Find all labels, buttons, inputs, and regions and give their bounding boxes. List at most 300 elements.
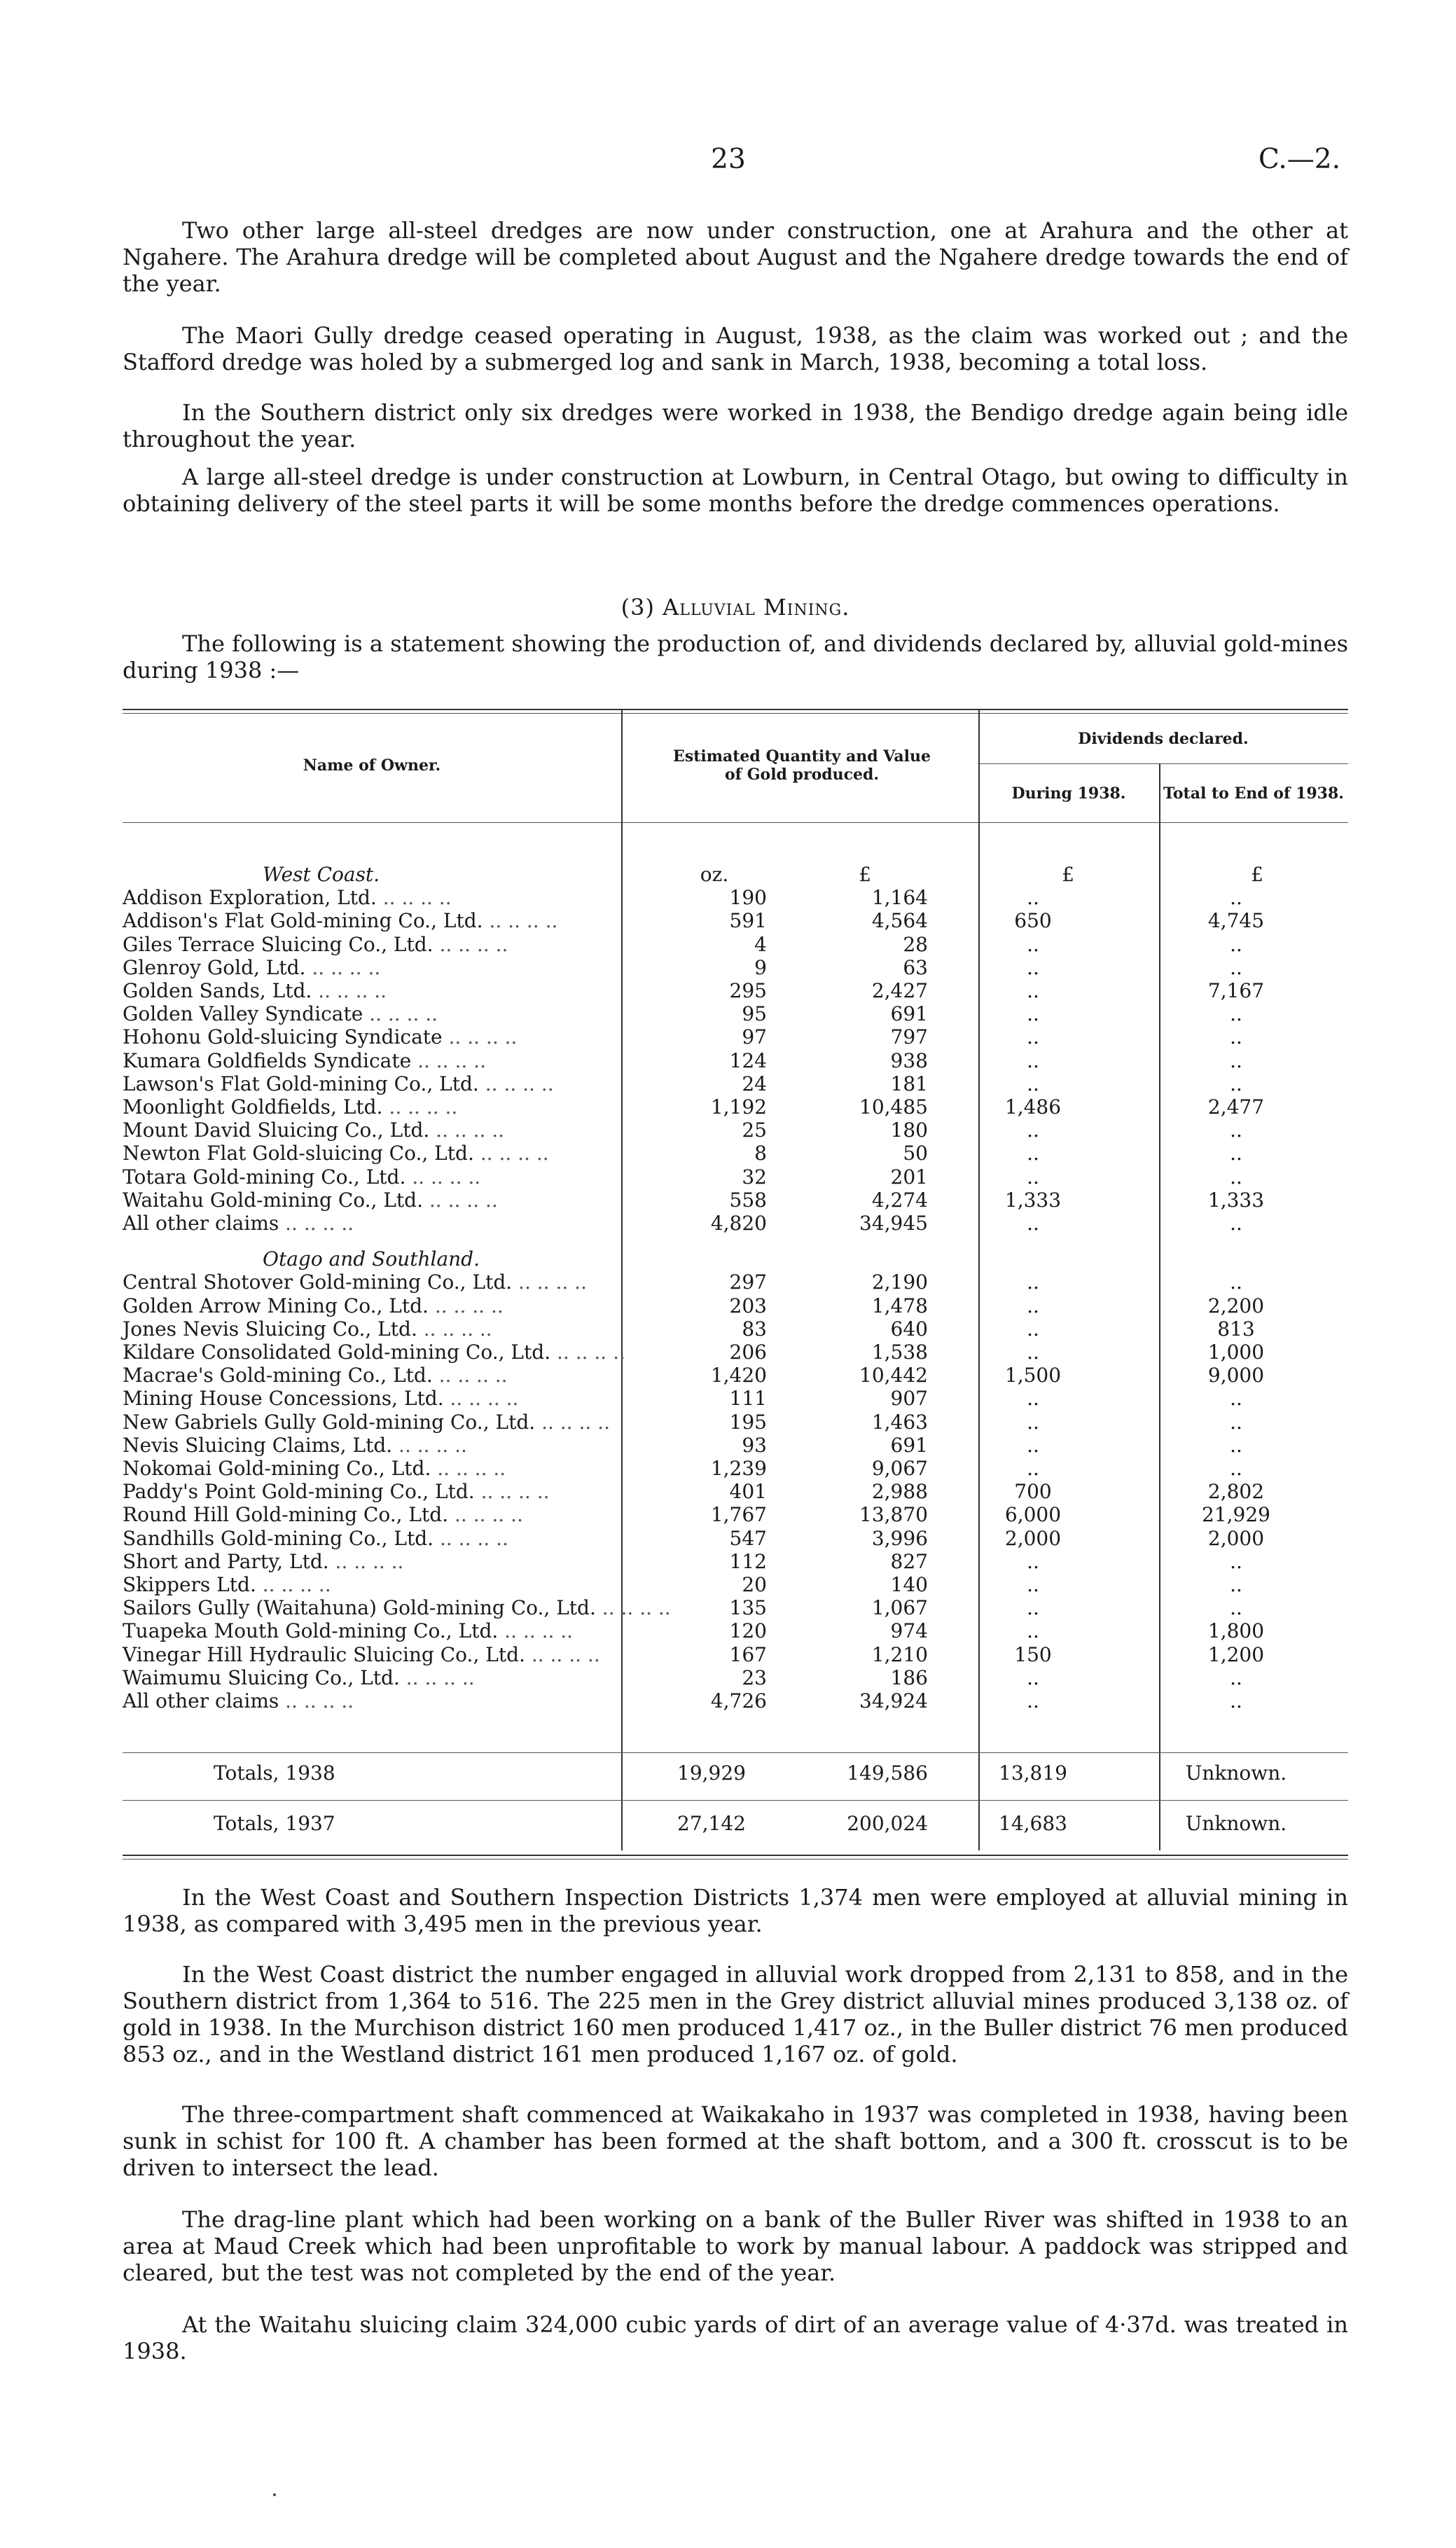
paragraph: In the West Coast district the number engaged in alluvial work dropped from 2,131 to 858, and in the Southern district from 1,364 to 516. The 225 men in the Grey district alluvial mines produced 3,138 oz. of gold in 1938. In the Murchison district 160 men produced 1,417 oz., in the Buller district 76 men produced 853 oz., and in the Westland district 161 men produced 1,167 oz. of gold.	[123, 1961, 1348, 2068]
table-row	[123, 1294, 1348, 1317]
dividend-1938: ..	[1027, 1142, 1039, 1165]
dividend-1938: ..	[1027, 1002, 1039, 1026]
table-row	[123, 1049, 1348, 1072]
leader-dots: .. .. .. ..	[256, 1573, 331, 1596]
dividend-1938: ..	[1027, 886, 1039, 910]
owner-name-text: Sandhills Gold-mining Co., Ltd.	[123, 1526, 434, 1550]
dividend-total: ..	[1230, 1002, 1242, 1026]
leader-dots: .. .. .. ..	[483, 909, 558, 933]
dividend-1938: ..	[1027, 1048, 1039, 1072]
owner-name	[123, 1165, 613, 1189]
totals-dividend-total: Unknown.	[1185, 1812, 1287, 1835]
quantity-oz: 547	[729, 1526, 767, 1550]
table-rule	[978, 763, 1348, 764]
leader-dots: .. .. .. ..	[550, 1341, 625, 1364]
owner-name-text: Short and Party, Ltd.	[123, 1549, 329, 1573]
owner-name-text: New Gabriels Gully Gold-mining Co., Ltd.	[123, 1410, 536, 1434]
table-row	[123, 886, 1348, 909]
dividend-1938: ..	[1027, 955, 1039, 979]
value-gbp: 34,945	[859, 1212, 928, 1235]
value-gbp: 640	[890, 1317, 928, 1341]
leader-dots: .. .. .. ..	[535, 1410, 610, 1434]
totals-oz: 19,929	[677, 1761, 746, 1785]
dividend-total: ..	[1230, 1270, 1242, 1294]
page-number: 23	[711, 144, 746, 175]
dividend-1938: ..	[1027, 1689, 1039, 1712]
quantity-oz: 93	[742, 1433, 767, 1457]
dividend-total: ..	[1230, 886, 1242, 910]
dividend-1938: ..	[1027, 1025, 1039, 1049]
leader-dots: .. .. .. ..	[474, 1480, 550, 1504]
dividend-1938: 700	[1014, 1480, 1052, 1504]
quantity-oz: 20	[742, 1573, 767, 1596]
table-row	[123, 1596, 1348, 1619]
table-row	[123, 1212, 1348, 1235]
table-row	[123, 1689, 1348, 1712]
leader-dots: .. .. .. ..	[428, 1294, 504, 1317]
header-during-1938: During 1938.	[1011, 784, 1126, 803]
value-gbp: 2,427	[871, 979, 928, 1002]
leader-dots: .. .. .. ..	[279, 1689, 354, 1712]
quantity-oz: 591	[729, 909, 767, 933]
leader-dots: .. .. .. ..	[417, 1317, 492, 1341]
quantity-oz: 297	[729, 1270, 767, 1294]
dividend-total: ..	[1230, 1048, 1242, 1072]
leader-dots: .. .. .. ..	[363, 1002, 438, 1026]
quantity-oz: 120	[729, 1619, 767, 1643]
owner-name-text: Paddy's Point Gold-mining Co., Ltd.	[123, 1480, 475, 1504]
dividend-total: ..	[1230, 1596, 1242, 1620]
section-number: (3)	[620, 594, 655, 621]
table-row	[123, 1457, 1348, 1480]
owner-name	[123, 1317, 613, 1341]
owner-name-text: Hohonu Gold-sluicing Syndicate	[123, 1025, 443, 1049]
leader-dots: .. .. .. ..	[431, 1457, 506, 1480]
quantity-oz: 190	[729, 886, 767, 910]
owner-name	[123, 1142, 613, 1165]
header-total-to-end: Total to End of 1938.	[1163, 784, 1344, 803]
dividend-1938: 1,333	[1004, 1188, 1062, 1212]
table-row	[123, 1527, 1348, 1550]
value-gbp: 827	[890, 1549, 928, 1573]
leader-dots: .. .. .. ..	[498, 1619, 574, 1643]
dividend-total: 9,000	[1207, 1364, 1265, 1387]
value-gbp: 10,485	[859, 1095, 928, 1119]
value-gbp: 10,442	[859, 1364, 928, 1387]
dividend-1938: ..	[1027, 1666, 1039, 1689]
quantity-oz: 95	[742, 1002, 767, 1026]
table-row	[123, 1270, 1348, 1294]
owner-name-text: Mount David Sluicing Co., Ltd.	[123, 1119, 430, 1142]
leader-dots: .. .. .. ..	[422, 1188, 498, 1212]
dividend-total: ..	[1230, 1387, 1242, 1411]
totals-label: Totals, 1937	[214, 1812, 335, 1835]
leader-dots: .. .. .. ..	[525, 1642, 600, 1666]
value-gbp: 1,478	[871, 1294, 928, 1317]
dividend-1938: ..	[1027, 1270, 1039, 1294]
paragraph: The three-compartment shaft commenced at Waikakaho in 1937 was completed in 1938, having been sunk in schist for 100 ft. A chamber has been formed at the shaft bottom, and a 300 ft. crosscut is to be driven to intersect the lead.	[123, 2101, 1348, 2181]
owner-name-text: Mining House Concessions, Ltd.	[123, 1387, 444, 1411]
dividend-1938: ..	[1027, 1317, 1039, 1341]
dividend-1938: ..	[1027, 1341, 1039, 1364]
table-row	[123, 1341, 1348, 1364]
dividend-1938: ..	[1027, 1165, 1039, 1189]
paragraph: At the Waitahu sluicing claim 324,000 cubic yards of dirt of an average value of 4·37d. was treated in 1938.	[123, 2311, 1348, 2364]
table-row	[123, 1573, 1348, 1596]
dividend-total: ..	[1230, 1119, 1242, 1142]
table-row	[123, 1364, 1348, 1387]
table-rule	[123, 822, 1348, 823]
owner-name	[123, 1434, 613, 1457]
dividend-total: 2,477	[1207, 1095, 1265, 1119]
dividend-1938: ..	[1027, 1619, 1039, 1643]
owner-name	[123, 1527, 613, 1550]
leader-dots: .. .. .. ..	[473, 1142, 549, 1165]
value-gbp: 1,538	[871, 1341, 928, 1364]
value-gbp: 63	[903, 955, 928, 979]
value-gbp: 4,274	[871, 1188, 928, 1212]
value-gbp: 691	[890, 1002, 928, 1026]
value-gbp: 140	[890, 1573, 928, 1596]
owner-name-text: Waimumu Sluicing Co., Ltd.	[123, 1666, 400, 1689]
value-gbp: 34,924	[859, 1689, 928, 1712]
table-rule	[123, 1752, 1348, 1753]
quantity-oz: 4,820	[710, 1212, 767, 1235]
unit-label: £	[859, 863, 871, 886]
leader-dots: .. .. .. ..	[434, 1526, 508, 1550]
table-row	[123, 933, 1348, 956]
owner-name	[123, 1411, 613, 1434]
owner-name-text: Glenroy Gold, Ltd.	[123, 955, 306, 979]
dividend-total: ..	[1230, 1142, 1242, 1165]
owner-name-text: Totara Gold-mining Co., Ltd.	[123, 1165, 406, 1189]
leader-dots: .. .. .. ..	[392, 1433, 467, 1457]
dividend-total: ..	[1230, 955, 1242, 979]
totals-dividend-1938: 14,683	[999, 1812, 1067, 1835]
quantity-oz: 9	[754, 955, 767, 979]
owner-name	[123, 886, 613, 909]
value-gbp: 1,164	[871, 886, 928, 910]
owner-name	[123, 1119, 613, 1142]
owner-name-text: Addison's Flat Gold-mining Co., Ltd.	[123, 909, 483, 933]
quantity-oz: 111	[729, 1387, 767, 1411]
owner-name-text: Lawson's Flat Gold-mining Co., Ltd.	[123, 1072, 479, 1095]
header-name-of-owner: Name of Owner.	[303, 756, 441, 775]
totals-dividend-1938: 13,819	[999, 1761, 1067, 1785]
quantity-oz: 4	[754, 932, 767, 956]
paragraph: In the West Coast and Southern Inspection Districts 1,374 men were employed at alluvial mining in 1938, as compared with 3,495 men in the previous year.	[123, 1884, 1348, 1937]
table-rule	[123, 1855, 1348, 1856]
group-heading: Otago and Southland.	[263, 1247, 480, 1271]
leader-dots: .. .. .. ..	[432, 1364, 508, 1387]
owner-name	[123, 956, 613, 979]
owner-name	[123, 1049, 613, 1072]
value-gbp: 974	[890, 1619, 928, 1643]
section-title: Alluvial Mining.	[663, 594, 850, 621]
value-gbp: 50	[903, 1142, 928, 1165]
owner-name	[123, 909, 613, 932]
table-row	[123, 979, 1348, 1002]
header-quantity-value: Estimated Quantity and Value of Gold produced.	[673, 747, 931, 784]
value-gbp: 9,067	[871, 1457, 928, 1480]
table-row	[123, 1095, 1348, 1119]
totals-row	[123, 1810, 1348, 1838]
dividend-total: ..	[1230, 1212, 1242, 1235]
totals-value: 149,586	[847, 1761, 928, 1785]
owner-name-text: Moonlight Goldfields, Ltd.	[123, 1095, 383, 1119]
dividend-1938: ..	[1027, 1387, 1039, 1411]
leader-dots: .. .. .. ..	[305, 955, 381, 979]
quantity-oz: 206	[729, 1341, 767, 1364]
dividend-1938: ..	[1027, 1549, 1039, 1573]
value-gbp: 907	[890, 1387, 928, 1411]
section-intro: The following is a statement showing the production of, and dividends declared by, alluvial gold-mines during 1938 :—	[123, 630, 1348, 684]
dividend-total: 2,802	[1207, 1480, 1265, 1504]
table-row	[123, 1025, 1348, 1048]
totals-label: Totals, 1938	[214, 1761, 335, 1785]
owner-name	[123, 1341, 625, 1364]
quantity-oz: 135	[729, 1596, 767, 1620]
table-rule	[123, 1859, 1348, 1860]
dividend-1938: ..	[1027, 1457, 1039, 1480]
owner-name	[123, 1212, 613, 1235]
dividend-total: ..	[1230, 1165, 1242, 1189]
leader-dots: .. .. .. ..	[405, 1165, 481, 1189]
dividend-total: 4,745	[1207, 909, 1265, 933]
value-gbp: 180	[890, 1119, 928, 1142]
dividend-total: ..	[1230, 1410, 1242, 1434]
quantity-oz: 112	[729, 1549, 767, 1573]
leader-dots: .. .. .. ..	[443, 1387, 519, 1411]
owner-name	[123, 1387, 613, 1410]
dividend-total: ..	[1230, 1549, 1242, 1573]
value-gbp: 4,564	[871, 909, 928, 933]
dividend-total: ..	[1230, 1433, 1242, 1457]
dividend-total: 2,200	[1207, 1294, 1265, 1317]
table-rule	[123, 713, 1348, 714]
unit-label: £	[1062, 863, 1074, 886]
owner-name-text: Macrae's Gold-mining Co., Ltd.	[123, 1364, 433, 1387]
dividend-total: ..	[1230, 1457, 1242, 1480]
dividend-total: ..	[1230, 1072, 1242, 1095]
dividend-total: 1,000	[1207, 1341, 1265, 1364]
quantity-oz: 32	[742, 1165, 767, 1189]
table-row	[123, 1619, 1348, 1642]
dividend-1938: ..	[1027, 1596, 1039, 1620]
owner-name-text: Golden Sands, Ltd.	[123, 979, 312, 1002]
table-row	[123, 1411, 1348, 1434]
leader-dots: .. .. .. ..	[328, 1549, 404, 1573]
quantity-oz: 25	[742, 1119, 767, 1142]
dividend-1938: ..	[1027, 1212, 1039, 1235]
owner-name	[123, 1189, 613, 1212]
header-dividends: Dividends declared.	[1078, 730, 1249, 748]
owner-name-text: All other claims	[123, 1689, 279, 1712]
owner-name	[123, 1596, 671, 1620]
quantity-oz: 203	[729, 1294, 767, 1317]
table-row	[123, 1480, 1348, 1503]
dividend-total: 1,200	[1207, 1642, 1265, 1666]
owner-name	[123, 1294, 613, 1317]
stray-mark	[273, 2493, 276, 2496]
dividend-total: 21,929	[1202, 1503, 1270, 1527]
leader-dots: .. .. .. ..	[595, 1596, 671, 1620]
table-row	[123, 1550, 1348, 1573]
owner-name	[123, 1573, 613, 1596]
value-gbp: 13,870	[859, 1503, 928, 1527]
owner-name	[123, 1457, 613, 1480]
owner-name	[123, 1364, 613, 1387]
paragraph: The drag-line plant which had been working on a bank of the Buller River was shifted in 1938 to an area at Maud Creek which had been unprofitable to work by manual labour. A paddock was stripped and cleared, but the test was not completed by the end of the year.	[123, 2206, 1348, 2286]
owner-name	[123, 1072, 613, 1095]
owner-name-text: Addison Exploration, Ltd.	[123, 886, 377, 910]
quantity-oz: 167	[729, 1642, 767, 1666]
owner-name-text: Round Hill Gold-mining Co., Ltd.	[123, 1503, 449, 1527]
leader-dots: .. .. .. ..	[382, 1095, 458, 1119]
alluvial-mining-table	[123, 709, 1348, 1864]
quantity-oz: 1,767	[710, 1503, 767, 1527]
totals-oz: 27,142	[677, 1812, 746, 1835]
dividend-1938: 650	[1014, 909, 1052, 933]
dividend-1938: 1,500	[1004, 1364, 1062, 1387]
unit-label: oz.	[700, 863, 729, 886]
dividend-1938: ..	[1027, 1119, 1039, 1142]
quantity-oz: 4,726	[710, 1689, 767, 1712]
dividend-1938: ..	[1027, 979, 1039, 1002]
leader-dots: .. .. .. ..	[442, 1025, 518, 1049]
quantity-oz: 23	[742, 1666, 767, 1689]
value-gbp: 181	[890, 1072, 928, 1095]
value-gbp: 797	[890, 1025, 928, 1049]
totals-row	[123, 1759, 1348, 1787]
paragraph: A large all-steel dredge is under construction at Lowburn, in Central Otago, but owing to difficulty in obtaining delivery of the steel parts it will be some months before the dredge commences operations.	[123, 464, 1348, 517]
table-row	[123, 1165, 1348, 1189]
quantity-oz: 24	[742, 1072, 767, 1095]
leader-dots: .. .. .. ..	[411, 1048, 486, 1072]
leader-dots: .. .. .. ..	[448, 1503, 523, 1527]
owner-name	[123, 1666, 613, 1689]
owner-name-text: Golden Arrow Mining Co., Ltd.	[123, 1294, 429, 1317]
quantity-oz: 8	[754, 1142, 767, 1165]
paragraph: The Maori Gully dredge ceased operating in August, 1938, as the claim was worked out ; and the Stafford dredge was holed by a submerged log and sank in March, 1938, becoming a total loss.	[123, 322, 1348, 375]
owner-name	[123, 979, 613, 1002]
quantity-oz: 124	[729, 1048, 767, 1072]
owner-name	[123, 1095, 613, 1119]
dividend-total: ..	[1230, 1666, 1242, 1689]
unit-label: £	[1251, 863, 1263, 886]
quantity-oz: 97	[742, 1025, 767, 1049]
value-gbp: 1,067	[871, 1596, 928, 1620]
dividend-total: 1,800	[1207, 1619, 1265, 1643]
table-row	[123, 1142, 1348, 1165]
dividend-total: 7,167	[1207, 979, 1265, 1002]
dividend-total: ..	[1230, 1689, 1242, 1712]
quantity-oz: 1,420	[710, 1364, 767, 1387]
dividend-1938: ..	[1027, 932, 1039, 956]
dividend-total: 813	[1217, 1317, 1255, 1341]
owner-name-text: Vinegar Hill Hydraulic Sluicing Co., Ltd.	[123, 1642, 525, 1666]
dividend-1938: 2,000	[1004, 1526, 1062, 1550]
leader-dots: .. .. .. ..	[279, 1212, 354, 1235]
table-row	[123, 1503, 1348, 1526]
value-gbp: 938	[890, 1048, 928, 1072]
paragraph: Two other large all-steel dredges are now under construction, one at Arahura and the other at Ngahere. The Arahura dredge will be completed about August and the Ngahere dredge towards the end of the year.	[123, 217, 1348, 297]
owner-name	[123, 1480, 613, 1503]
owner-name	[123, 1002, 613, 1025]
owner-name-text: Tuapeka Mouth Gold-mining Co., Ltd.	[123, 1619, 499, 1643]
quantity-oz: 195	[729, 1410, 767, 1434]
dividend-total: ..	[1230, 932, 1242, 956]
leader-dots: .. .. .. ..	[433, 932, 508, 956]
owner-name	[123, 933, 613, 956]
quantity-oz: 295	[729, 979, 767, 1002]
table-rule	[123, 709, 1348, 710]
dividend-1938: 150	[1014, 1642, 1052, 1666]
page-reference: C.—2.	[1258, 144, 1340, 175]
table-row	[123, 1434, 1348, 1457]
owner-name-text: Skippers Ltd.	[123, 1573, 256, 1596]
dividend-1938: ..	[1027, 1433, 1039, 1457]
table-row	[123, 1072, 1348, 1095]
owner-name-text: Nevis Sluicing Claims, Ltd.	[123, 1433, 393, 1457]
quantity-oz: 1,192	[710, 1095, 767, 1119]
table-row	[123, 1643, 1348, 1666]
owner-name-text: Giles Terrace Sluicing Co., Ltd.	[123, 932, 434, 956]
owner-name-text: Golden Valley Syndicate	[123, 1002, 363, 1026]
leader-dots: .. .. .. ..	[512, 1270, 587, 1294]
value-gbp: 28	[903, 932, 928, 956]
quantity-oz: 401	[729, 1480, 767, 1504]
value-gbp: 201	[890, 1165, 928, 1189]
dividend-1938: 1,486	[1004, 1095, 1062, 1119]
value-gbp: 1,210	[871, 1642, 928, 1666]
owner-name-text: Jones Nevis Sluicing Co., Ltd.	[123, 1317, 417, 1341]
leader-dots: .. .. .. ..	[399, 1666, 475, 1689]
value-gbp: 1,463	[871, 1410, 928, 1434]
table-row	[123, 1317, 1348, 1341]
owner-name	[123, 1503, 613, 1526]
dividend-1938: ..	[1027, 1072, 1039, 1095]
value-gbp: 3,996	[871, 1526, 928, 1550]
table-row	[123, 1666, 1348, 1689]
leader-dots: .. .. .. ..	[429, 1119, 505, 1142]
value-gbp: 2,988	[871, 1480, 928, 1504]
leader-dots: .. .. .. ..	[478, 1072, 554, 1095]
value-gbp: 2,190	[871, 1270, 928, 1294]
table-row	[123, 956, 1348, 979]
table-row	[123, 1119, 1348, 1142]
value-gbp: 691	[890, 1433, 928, 1457]
owner-name	[123, 1270, 613, 1294]
owner-name-text: Waitahu Gold-mining Co., Ltd.	[123, 1188, 423, 1212]
table-rule	[123, 1800, 1348, 1801]
owner-name-text: All other claims	[123, 1212, 279, 1235]
owner-name	[123, 1643, 613, 1666]
paragraph: In the Southern district only six dredges were worked in 1938, the Bendigo dredge again being idle throughout the year.	[123, 399, 1348, 452]
table-row	[123, 1189, 1348, 1212]
dividend-total: 1,333	[1207, 1188, 1265, 1212]
owner-name-text: Kumara Goldfields Syndicate	[123, 1048, 412, 1072]
table-row	[123, 909, 1348, 932]
owner-name	[123, 1619, 613, 1642]
owner-name-text: Kildare Consolidated Gold-mining Co., Ltd.	[123, 1341, 551, 1364]
table-row	[123, 1002, 1348, 1025]
dividend-1938: ..	[1027, 1294, 1039, 1317]
quantity-oz: 1,239	[710, 1457, 767, 1480]
totals-dividend-total: Unknown.	[1185, 1761, 1287, 1785]
owner-name-text: Sailors Gully (Waitahuna) Gold-mining Co., Ltd.	[123, 1596, 596, 1620]
owner-name	[123, 1689, 613, 1712]
